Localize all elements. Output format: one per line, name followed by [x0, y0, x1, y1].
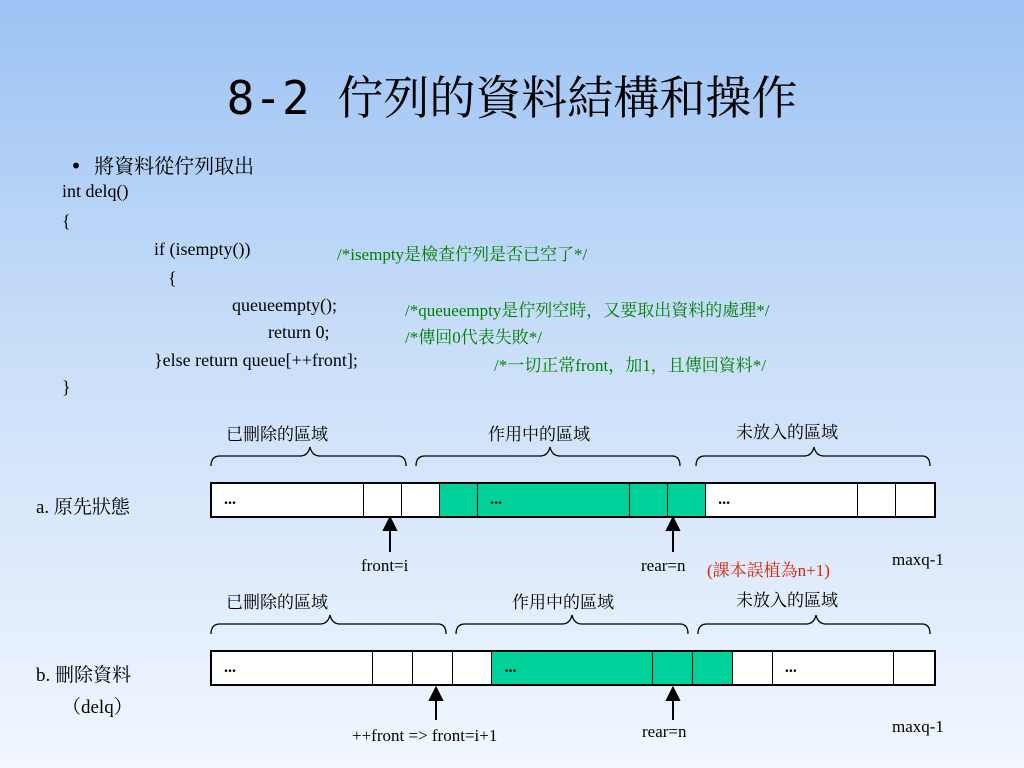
queue-cell: ... [478, 484, 630, 516]
rear-label-b: rear=n [642, 722, 687, 741]
queue-cell [440, 484, 478, 516]
row-label-b: b. 刪除資料 [36, 665, 132, 686]
queue-cell [858, 484, 896, 516]
region-label-active-b: 作用中的區域 [512, 593, 614, 613]
queue-cell: ... [706, 484, 858, 516]
rear-note-a: (課本誤植為n+1) [707, 561, 830, 580]
queue-cell [693, 652, 733, 684]
row-label-a: a. 原先狀態 [36, 497, 130, 518]
code-line-5: queueempty(); [232, 295, 337, 315]
maxq-label-b: maxq-1 [892, 717, 944, 736]
queue-cell [733, 652, 773, 684]
region-label-deleted-b: 已刪除的區域 [226, 593, 328, 613]
bullet-text: • 將資料從佇列取出 [70, 154, 255, 178]
rear-label-a: rear=n [641, 556, 686, 575]
code-comment-7: /*一切正常front，加1，且傳回資料*/ [494, 356, 766, 375]
front-label-a: front=i [361, 556, 409, 575]
queue-cell: ... [212, 652, 373, 684]
maxq-label-a: maxq-1 [892, 550, 944, 569]
slide-title: 8-2 佇列的資料結構和操作 [226, 71, 798, 125]
queue-cell: ... [212, 484, 364, 516]
queue-cell [413, 652, 453, 684]
queue-cell [373, 652, 413, 684]
queue-array-a [210, 482, 936, 518]
code-line-2: { [62, 211, 71, 231]
code-line-1: int delq() [62, 181, 129, 201]
queue-cell [453, 652, 493, 684]
queue-cell [364, 484, 402, 516]
row-label-b-sub: （delq） [62, 697, 133, 718]
code-line-6: return 0; [268, 322, 330, 342]
queue-cell [894, 652, 934, 684]
region-label-deleted: 已刪除的區域 [226, 425, 328, 445]
queue-cell [402, 484, 440, 516]
queue-cell: ... [773, 652, 894, 684]
queue-cell [630, 484, 668, 516]
code-comment-5: /*queueempty是佇列空時，又要取出資料的處理*/ [405, 301, 770, 320]
region-label-active: 作用中的區域 [488, 425, 590, 445]
code-line-7: }else return queue[++front]; [154, 350, 358, 370]
queue-cell [896, 484, 934, 516]
queue-cell [668, 484, 706, 516]
region-label-unfilled-b: 未放入的區域 [736, 591, 838, 611]
queue-cell [653, 652, 693, 684]
front-label-b: ++front => front=i+1 [352, 726, 498, 745]
code-line-4: { [168, 268, 177, 288]
code-line-8: } [62, 377, 71, 397]
region-label-unfilled: 未放入的區域 [736, 423, 838, 443]
code-comment-3: /*isempty是檢查佇列是否已空了*/ [337, 245, 588, 264]
code-comment-6: /*傳回0代表失敗*/ [405, 328, 542, 347]
queue-cell: ... [492, 652, 653, 684]
queue-array-b [210, 650, 936, 686]
code-line-3: if (isempty()) [154, 239, 251, 259]
